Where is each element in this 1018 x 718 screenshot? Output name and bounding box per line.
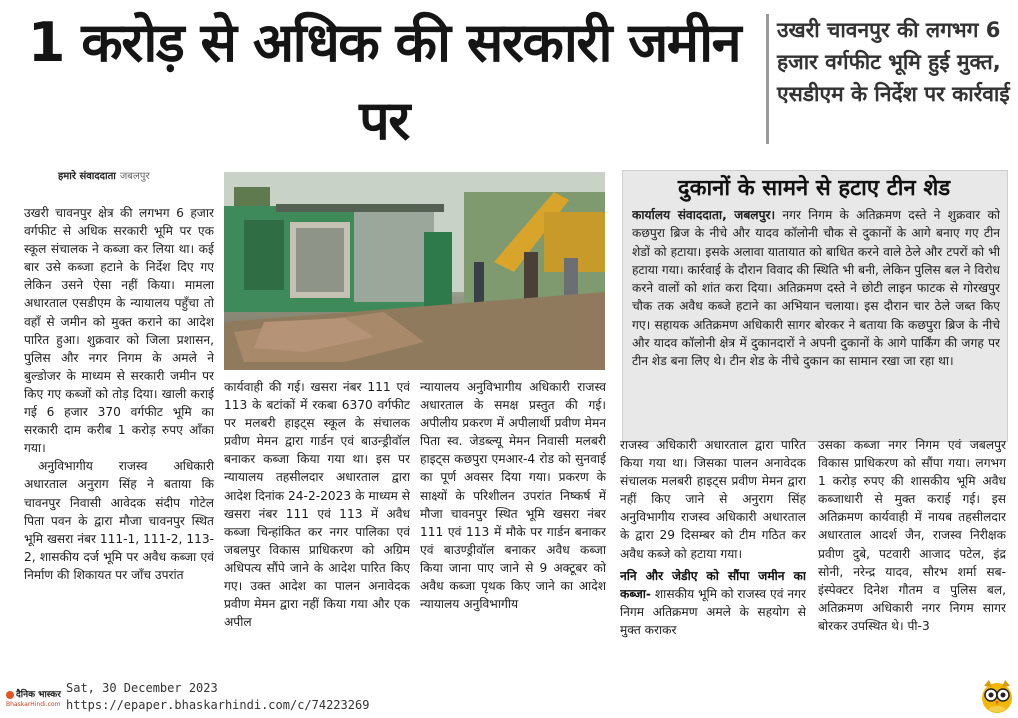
byline	[58, 168, 228, 184]
sidebar-lead: कार्यालय संवाददाता, जबलपुर।	[632, 208, 776, 222]
headline	[6, 4, 762, 162]
sidebar-title: दुकानों के सामने से हटाए टीन शेड	[677, 176, 951, 201]
footer-date: Sat, 30 December 2023	[66, 681, 218, 695]
article-column-1	[24, 204, 214, 668]
footer-url[interactable]: https://epaper.bhaskarhindi.com/c/74223269	[66, 698, 370, 712]
logo-dot-icon	[6, 691, 14, 699]
logo-subtext: BhaskarHindi.com	[6, 701, 61, 708]
article-paragraph: अनुविभागीय राजस्व अधिकारी अधारताल अनुराग सिंह ने बताया कि चावनपुर निवासी आवेदक संदीप गोटेल पिता पवन के द्वारा मौजा चावनपुर स्थित भूमि खसरा नंबर 111-1, 111-2, 113-2, शासकीय दर्ज भूमि पर अवैध कब्जा एवं निर्माण की शिकायत पर जाँच उपरांत	[24, 459, 214, 582]
subhead-text: शासकीय भूमि को राजस्व एवं नगर निगम अतिक्रमण अमले के सहयोग से मुक्त कराकर	[620, 586, 806, 637]
byline-place: जबलपुर	[119, 171, 150, 182]
byline-name: हमारे संवाददाता	[58, 171, 116, 182]
article-paragraph-subhead	[620, 567, 806, 639]
article-column-3: न्यायालय अनुविभागीय अधिकारी राजस्व अधारताल के समक्ष प्रस्तुत की गई। अपीलीय प्रकरण में अपीलार्थी प्रवीण मेमन पिता स्व. जेडब्ल्यू मेमन निवासी मलबरी हाइट्स कछपुरा एमआर-4 रोड को सुनवाई का पूर्ण अवसर दिया गया। प्रकरण के साक्ष्यों के परिशीलन उपरांत निष्कर्ष में मौजा चावनपुर स्थित भूमि खसरा नंबर 111 एवं 113 में मौके पर गार्डन बनाकर एवं बाउण्ड्रीवॉल बनाकर अवैध कब्जा किया जाना पाए जाने से 9 अक्टूबर को अवैध कब्जा पृथक किए जाने का आदेश न्यायालय अनुविभागीय	[420, 380, 606, 612]
sidebar-body	[632, 206, 1000, 438]
article-column-2: कार्यवाही की गई। खसरा नंबर 111 एवं 113 के बटांकों में रकबा 6370 वर्गफीट पर मलबरी हाइट्स स्कूल के संचालक प्रवीण मेमन द्वारा गार्डन एवं बाउन्ड्रीवॉल बनाकर कब्जा किया गया था। इस पर न्यायालय तहसीलदार अधारताल द्वारा आदेश दिनांक 24-2-2023 के माध्यम से खसरा नंबर 111 एवं 113 में अवैध कब्जा चिन्हांकित कर नगर पालिका एवं जबलपुर विकास प्राधिकरण को अग्रिम अधिपत्य सौंपे जाने के आदेश पारित किए गए। उक्त आदेश का पालन अनावेदक प्रवीण मेमन द्वारा नहीं किया गया और एक अपील	[224, 380, 410, 630]
article-paragraph: राजस्व अधिकारी अधारताल द्वारा पारित किया गया था। जिसका पालन अनावेदक संचालक मलबरी हाइट्स प्रवीण मेमन द्वारा नहीं किए जाने से अनुराग सिंह अनुविभागीय राजस्व अधिकारी अधारताल के द्वारा 29 दिसम्बर को टीम गठित कर अवैध कब्जे को हटाया गया।	[620, 438, 806, 561]
article-paragraph: उखरी चावनपुर क्षेत्र की लगभग 6 हजार वर्गफीट से अधिक सरकारी भूमि पर एक स्कूल संचालक ने कब्जा कर लिया था। कई बार उसे कब्जा हटाने के निर्देश दिए गए लेकिन उसने ऐसा नहीं किया। मामला अधारताल एसडीएम के न्यायालय पहुँचा तो वहाँ से जमीन को मुक्त कराने का आदेश पारित हुआ। शुक्रवार को जिला प्रशासन, पुलिस और नगर निगम के अमले ने बुल्डोजर के माध्यम से सरकारी जमीन पर किए गए कब्जों को तोड़ दिया। खाली कराई गई 6 हजार 370 वर्गफीट भूमि का सरकारी दाम करीब 1 करोड़ रुपए आँका गया।	[24, 206, 214, 456]
bhaskar-logo[interactable]	[6, 690, 62, 710]
owl-icon[interactable]	[980, 678, 1014, 714]
news-photo	[224, 172, 605, 370]
deck: उखरी चावनपुर की लगभग 6 हजार वर्गफीट भूमि हुई मुक्त, एसडीएम के निर्देश पर कार्रवाई	[766, 14, 1016, 144]
sidebar-text: नगर निगम के अतिक्रमण दस्ते ने शुक्रवार को कछपुरा ब्रिज के नीचे और यादव कॉलोनी चौक से दुकानों के आगे बनाए गए टीन शेडों को हटाया। इसके अलावा यातायात को बाधित करने वाले ठेले और टपरों को भी हटाया गया। कार्रवाई के दौरान विवाद की स्थिति भी बनी, लेकिन पुलिस बल ने विरोध करने वालों को शांत करा दिया। अतिक्रमण दस्ते ने छोटी लाइन फाटक से गोरखपुर चौक तक अवैध कब्जे हटाने का अभियान चलाया। इस दौरान चार ठेले जब्त किए गए। सहायक अतिक्रमण अधिकारी सागर बोरकर ने बताया कि कछपुरा ब्रिज के नीचे और यादव कॉलोनी क्षेत्र में दुकानदारों ने अपनी दुकानों के आगे पार्किंग की जगह पर टीन शेड बना लिए थे। टीन शेड के नीचे दुकान का सामान रखा जा रहा था।	[632, 208, 1000, 369]
headline-line-2	[6, 160, 762, 162]
article-column-4	[620, 436, 806, 668]
logo-text: दैनिक भास्कर	[16, 690, 61, 700]
headline-line-1: 1 करोड़ से अधिक की सरकारी जमीन पर	[27, 11, 741, 152]
article-column-5: उसका कब्जा नगर निगम एवं जबलपुर विकास प्राधिकरण को सौंपा गया। लगभग 1 करोड़ रुपए की शासकीय भूमि अवैध कब्जाधारी से मुक्त कराई गई। इस अतिक्रमण कार्यवाही में नायब तहसीलदार अधारताल आदर्श जैन, राजस्व निरीक्षक प्रवीण दुबे, पटवारी आजाद पटेल, इंद्र सोनी, नरेन्द्र यादव, सौरभ शर्मा सब-इंस्पेक्टर दिनेश गौतम व पुलिस बल, अतिक्रमण अधिकारी नगर निगम सागर बोरकर उपस्थित थे। पी-3	[818, 438, 1006, 633]
subhead: ननि और जेडीए को सौंपा जमीन का कब्जा-	[620, 568, 806, 601]
footer-stamp	[66, 680, 466, 714]
